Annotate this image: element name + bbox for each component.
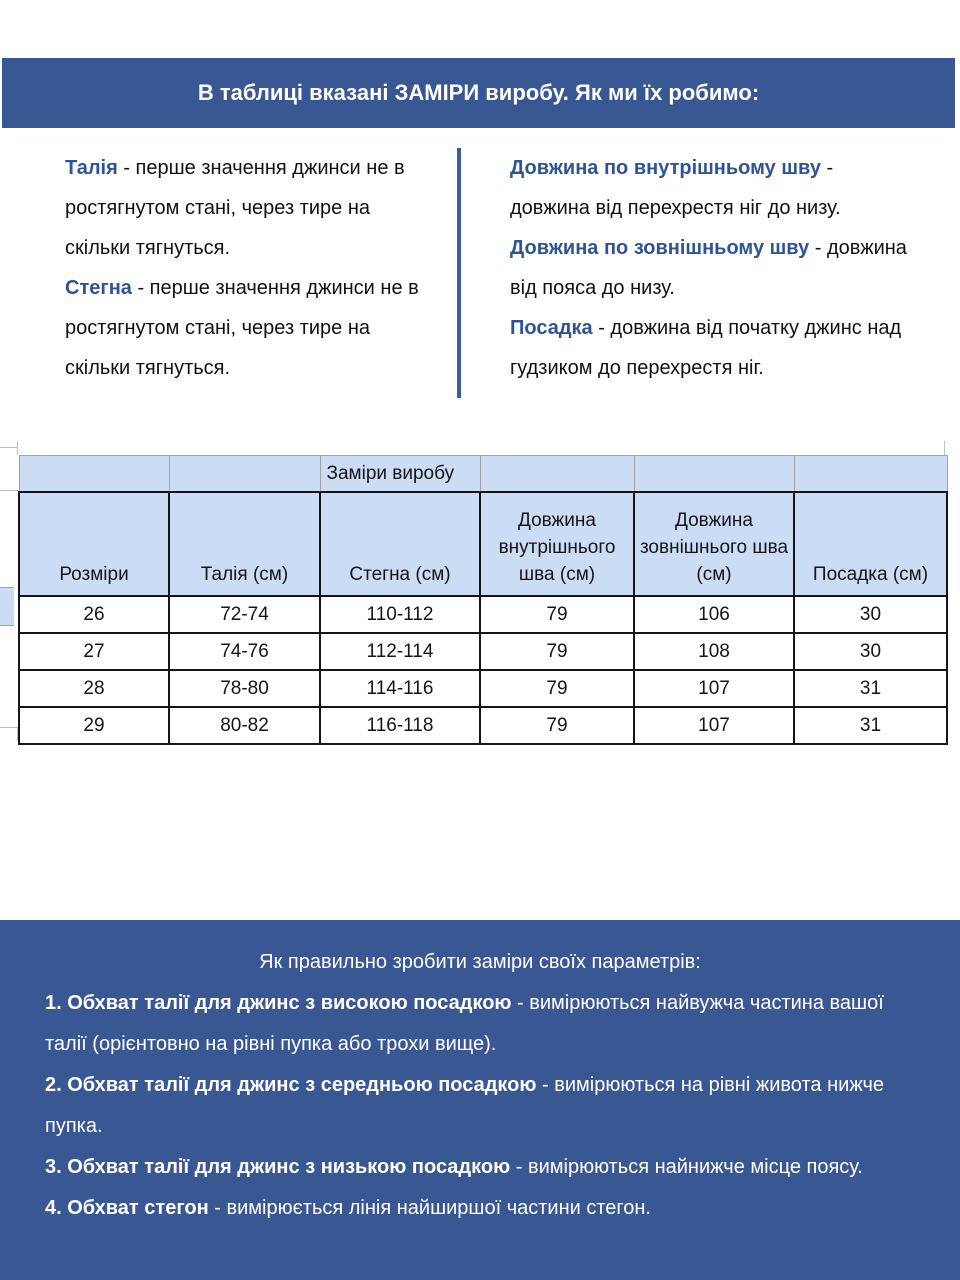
cell-hips: 116-118 [320,707,480,744]
cell-rise: 30 [794,596,947,633]
caption-empty-cell [169,456,320,493]
caption-empty-cell [480,456,634,493]
table-caption: Заміри виробу [320,456,480,493]
size-table [18,455,948,745]
definition-rise [510,308,914,388]
definition-term-outseam: Довжина по зовнішньому шву [510,237,810,259]
column-header-inseam: Довжина внутрішнього шва (см) [480,492,634,596]
gridline-tick [944,441,945,455]
table-row [19,707,947,744]
cell-inseam: 79 [480,707,634,744]
table-caption-row [19,456,947,493]
cell-hips: 112-114 [320,633,480,670]
definition-term-waist: Талія [65,157,118,179]
definition-outseam [510,228,914,308]
cell-waist: 72-74 [169,596,320,633]
definition-inseam [510,148,914,228]
instruction-lead: 2. Обхват талії для джинс з середньою посадкою [45,1074,537,1096]
instruction-desc: - вимірюються найнижче місце поясу. [515,1156,863,1178]
definition-desc-rise: - довжина від початку джинс над гудзиком до перехрестя ніг. [510,317,902,379]
header-title: В таблиці вказані ЗАМІРИ виробу. Як ми їх робимо: [197,80,760,105]
instruction-item-hips [45,1188,915,1229]
instructions-title: Як правильно зробити заміри своїх параметрів: [259,951,701,973]
cell-rise: 31 [794,707,947,744]
cell-inseam: 79 [480,596,634,633]
cell-waist: 80-82 [169,707,320,744]
column-header-waist: Талія (см) [169,492,320,596]
instruction-item-high-rise [45,983,915,1065]
column-header-sizes: Розміри [19,492,169,596]
instruction-lead: 3. Обхват талії для джинс з низькою посадкою [45,1156,511,1178]
cell-outseam: 106 [634,596,794,633]
cell-size: 29 [19,707,169,744]
gridline-tick [0,447,18,448]
gridline-tick [0,727,18,728]
cell-outseam: 107 [634,707,794,744]
definition-term-rise: Посадка [510,317,593,339]
definition-desc-hips: - перше значення джинси не в ростягнутом стані, через тире на скільки тягнуться. [65,277,419,379]
instruction-item-low-rise [45,1147,915,1188]
header-banner [2,58,955,128]
cell-waist: 78-80 [169,670,320,707]
table-header-row [19,492,947,596]
cell-hips: 110-112 [320,596,480,633]
cell-rise: 31 [794,670,947,707]
column-header-outseam: Довжина зовнішнього шва (см) [634,492,794,596]
definitions-right-column [510,148,914,388]
column-header-hips: Стегна (см) [320,492,480,596]
instruction-desc: - вимірюються найвужча частина вашої талії (орієнтовно на рівні пупка або трохи вище). [45,992,884,1055]
cell-size: 28 [19,670,169,707]
column-header-rise: Посадка (см) [794,492,947,596]
gridline-tick [17,441,18,455]
instruction-lead: 4. Обхват стегон [45,1197,209,1219]
definition-term-inseam: Довжина по внутрішньому шву [510,157,821,179]
definition-desc-outseam: - довжина від пояса до низу. [510,237,907,299]
cell-outseam: 108 [634,633,794,670]
cell-size: 26 [19,596,169,633]
cell-outseam: 107 [634,670,794,707]
cell-rise: 30 [794,633,947,670]
instruction-lead: 1. Обхват талії для джинс з високою посадкою [45,992,512,1014]
definition-hips [65,268,437,388]
gridline-tick [0,490,18,491]
definition-desc-inseam: - довжина від перехрестя ніг до низу. [510,157,841,219]
cell-inseam: 79 [480,670,634,707]
caption-empty-cell [19,456,169,493]
cell-size: 27 [19,633,169,670]
cell-waist: 74-76 [169,633,320,670]
definition-waist [65,148,437,268]
table-row [19,670,947,707]
caption-empty-cell [634,456,794,493]
instructions-section [0,920,960,1280]
definitions-left-column [65,148,437,388]
table-row [19,596,947,633]
table-row [19,633,947,670]
instruction-item-mid-rise [45,1065,915,1147]
instruction-desc: - вимірюються на рівні живота нижче пупка. [45,1074,885,1137]
cell-inseam: 79 [480,633,634,670]
instruction-desc: - вимірюється лінія найширшої частини стегон. [214,1197,651,1219]
column-divider [457,148,461,398]
cell-hips: 114-116 [320,670,480,707]
spreadsheet-row-header-remnant [0,587,14,626]
definition-desc-waist: - перше значення джинси не в ростягнутом стані, через тире на скільки тягнуться. [65,157,405,259]
caption-empty-cell [794,456,947,493]
definition-term-hips: Стегна [65,277,132,299]
definitions-section [0,140,960,410]
